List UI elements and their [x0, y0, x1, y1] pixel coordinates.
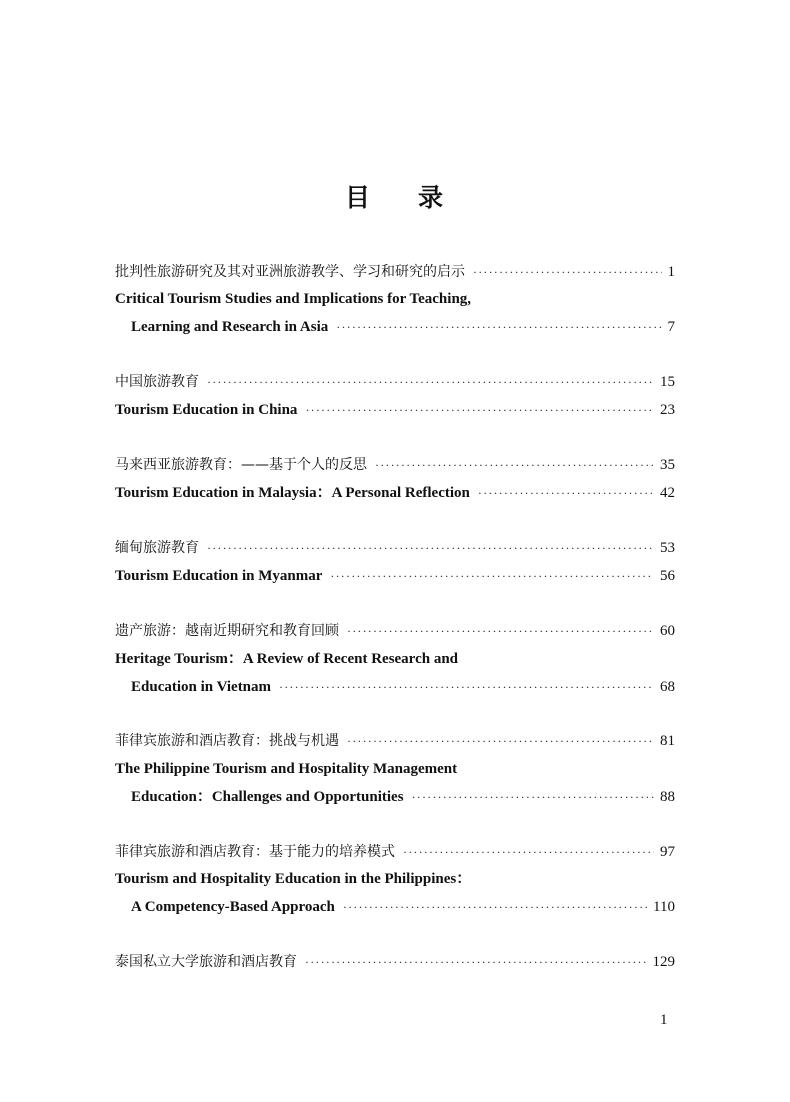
toc-entry[interactable] [115, 757, 675, 781]
toc-entry[interactable] [115, 867, 675, 891]
toc-page-number: 35 [660, 457, 675, 473]
toc-entry-title: Heritage Tourism：A Review of Recent Research and [115, 651, 459, 667]
leader-dots [347, 729, 654, 753]
leader-dots [330, 564, 654, 588]
title-char-left: 目 [344, 183, 372, 212]
toc-entry[interactable] [131, 785, 675, 809]
leader-dots [478, 481, 654, 505]
footer-page-number: 1 [660, 1012, 668, 1028]
toc-page-number: 110 [653, 899, 675, 915]
toc-entry[interactable] [115, 481, 675, 505]
toc-entry[interactable] [115, 370, 675, 394]
toc-page-number: 42 [660, 485, 675, 501]
toc-page-number: 23 [660, 402, 675, 418]
toc-page-number: 68 [660, 679, 675, 695]
toc-entry-title: Tourism Education in China [115, 402, 298, 418]
toc-page-number: 7 [667, 319, 675, 335]
leader-dots [403, 840, 654, 864]
toc-entry-title: 菲律宾旅游和酒店教育：挑战与机遇 [115, 733, 339, 749]
toc-entry-title: Tourism and Hospitality Education in the Philippines： [115, 871, 472, 887]
toc-entry[interactable] [115, 398, 675, 422]
toc-entry-title: Learning and Research in Asia [131, 319, 329, 335]
leader-dots [207, 370, 654, 394]
page-title [0, 178, 790, 214]
toc-page-number: 81 [660, 733, 675, 749]
toc-entry[interactable] [115, 564, 675, 588]
toc-entry[interactable] [115, 536, 675, 560]
toc-entry-title: Education：Challenges and Opportunities [131, 789, 404, 805]
toc-page-number: 60 [660, 623, 675, 639]
toc-entry-title: A Competency-Based Approach [131, 899, 335, 915]
toc-entry[interactable] [131, 675, 675, 699]
toc-entry-title: 遗产旅游：越南近期研究和教育回顾 [115, 623, 339, 639]
toc-entry[interactable] [115, 287, 675, 311]
toc-entry[interactable] [115, 619, 675, 643]
toc-entry-title: Education in Vietnam [131, 679, 272, 695]
toc-entry-title: 马来西亚旅游教育：——基于个人的反思 [115, 457, 367, 473]
leader-dots [375, 453, 654, 477]
leader-dots [473, 260, 662, 284]
toc-entry[interactable] [131, 315, 675, 339]
toc-page-number: 56 [660, 568, 675, 584]
toc-entry[interactable] [115, 453, 675, 477]
leader-dots [343, 895, 647, 919]
toc-page-number: 53 [660, 540, 675, 556]
leader-dots [279, 675, 654, 699]
toc-entry-title: Tourism Education in Myanmar [115, 568, 323, 584]
toc-entry-title: 菲律宾旅游和酒店教育：基于能力的培养模式 [115, 844, 395, 860]
leader-dots [336, 315, 661, 339]
toc-entry[interactable] [131, 895, 675, 919]
toc-entry-title: 批判性旅游研究及其对亚洲旅游教学、学习和研究的启示 [115, 264, 465, 280]
toc-entry-title: Critical Tourism Studies and Implications for Teaching, [115, 291, 472, 307]
toc-page-number: 88 [660, 789, 675, 805]
toc-entry[interactable] [115, 950, 675, 974]
toc-entry[interactable] [115, 729, 675, 753]
leader-dots [305, 398, 654, 422]
leader-dots [347, 619, 654, 643]
toc-entry[interactable] [115, 840, 675, 864]
toc-entry[interactable] [115, 647, 675, 671]
toc-entry[interactable] [115, 260, 675, 284]
toc-page-number: 129 [652, 954, 675, 970]
toc-entry-title: Tourism Education in Malaysia：A Personal Reflection [115, 485, 470, 501]
toc-page-number: 15 [660, 374, 675, 390]
toc-entry-title: The Philippine Tourism and Hospitality Management [115, 761, 458, 777]
toc-entry-title: 缅甸旅游教育 [115, 540, 199, 556]
toc-page-number: 97 [660, 844, 675, 860]
title-char-right: 录 [418, 183, 446, 212]
toc-entry-title: 泰国私立大学旅游和酒店教育 [115, 954, 297, 970]
leader-dots [207, 536, 654, 560]
toc-entry-title: 中国旅游教育 [115, 374, 199, 390]
leader-dots [412, 785, 654, 809]
toc-page-number: 1 [667, 264, 675, 280]
leader-dots [305, 950, 647, 974]
